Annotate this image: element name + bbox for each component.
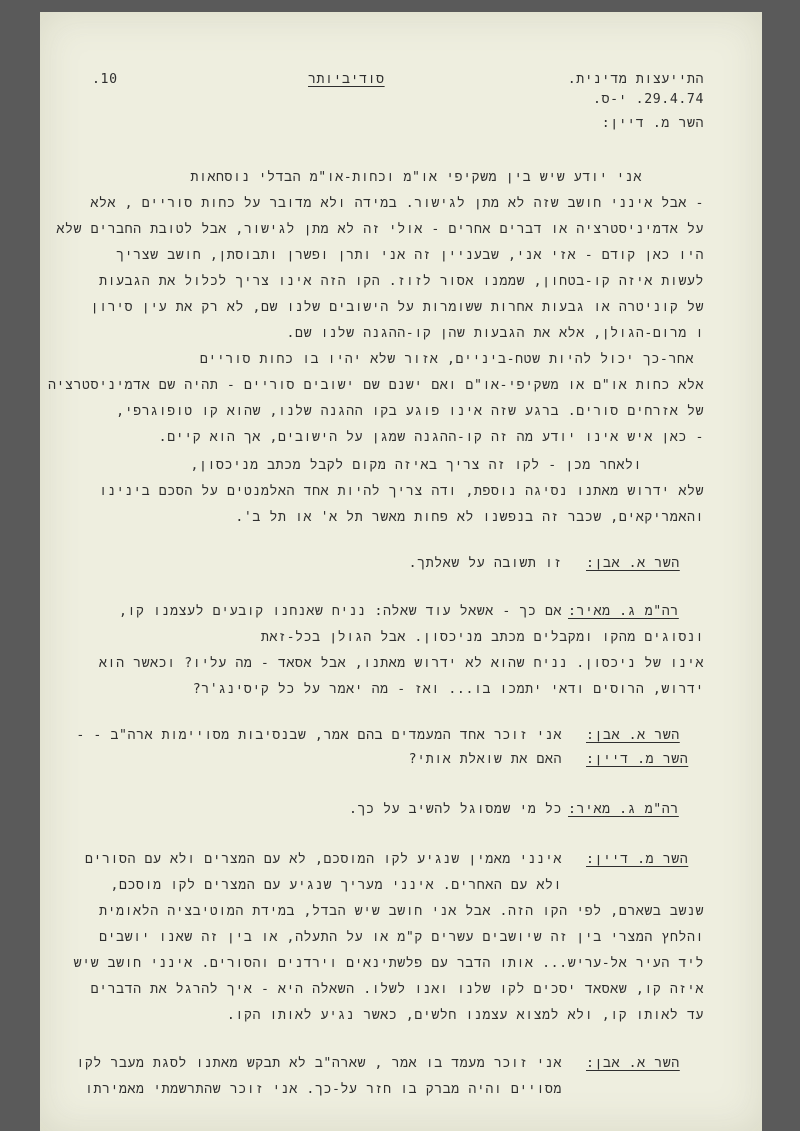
speech-line: אני זוכר מעמד בו אמר , שארה"ב לא תבקש מאתנו לסגת מעבר לקו (76, 1056, 562, 1071)
body-line: והאמריקאים, שכבר זה בנפשנו לא פחות מאשר תל א' או תל ב'. (235, 510, 704, 525)
speaker-label: השר א. אבן: (586, 728, 680, 743)
speech-line: ידרוש, הרוסים ודאי יתמכו בו... ואז - מה יאמר על כל קיסינג'ר? (192, 682, 704, 697)
speech-line: מסויים והיה מברק בו חזר על-כך. אני זוכר שהתרשמתי מאמירתו (84, 1082, 562, 1097)
document-page (40, 12, 762, 1131)
speech-line: ליד העיר אל-עריש... אותו הדבר עם פלשתינאים וירדנים והסורים. אינני חושב שיש (73, 956, 704, 971)
body-line: - אבל אינני חושב שזה לא מתן לגישור. במידה ולא מדובר על כחות סוריים , אלא (90, 196, 704, 211)
body-line: היו כאן קודם - אזי אני, שבעניין זה אני ותרן ופשרן ותבוסתן, חושב שצריך (116, 248, 704, 263)
classification-label: סודיביותר (308, 72, 385, 87)
header-speaker: השר מ. דיין: (601, 116, 704, 131)
speech-line: אינני מאמין שנגיע לקו המוסכם, לא עם המצרים ולא עם הסורים (84, 852, 562, 867)
body-line: של קוניטרה או גבעות אחרות ששומרות על הישובים שלנו שם, לא רק את עין סירון (90, 300, 704, 315)
body-line: על אדמיניסטרציה או דברים אחרים - אולי זה לא מתן לגישור, אבל לטובת החברים שלא (56, 222, 704, 237)
header-date: 29.4.74. י-ס. (593, 92, 704, 107)
body-line: אלא כחות או"ם או משקיפי-או"ם ואם ישנם שם ישובים סוריים - תהיה שם אדמיניסטרציה (48, 378, 704, 393)
speaker-label: השר א. אבן: (586, 556, 680, 571)
body-line: ו מרום-הגולן, אלא את הגבעות שהן קו-ההגנה שלנו שם. (286, 326, 704, 341)
speech-line: אני זוכר אחד המעמדים בהם אמר, שבנסיבות מסויימות ארה"ב - - (76, 728, 562, 743)
body-line: ולאחר מכן - לקו זה צריך באיזה מקום לקבל מכתב מניכסון, (190, 458, 642, 473)
speech-line: אינו של ניכסון. נניח שהוא לא ידרוש מאתנו, אבל אסאד - מה עליו? וכאשר הוא (99, 656, 704, 671)
speaker-label: רה"מ ג. מאיר: (568, 802, 679, 817)
body-line: שלא ידרוש מאתנו נסיגה נוספת, ודה צריך להיות אחד האלמנטים על הסכם בינינו (99, 484, 704, 499)
speech-line: זו תשובה על שאלתך. (408, 556, 562, 571)
speech-line: שנשב בשארם, לפי הקו הזה. אבל אני חושב שיש הבדל, במידת המוטיבציה הלאומית (99, 904, 704, 919)
speech-line: איזה קו, שאסאד יסכים לקו שלנו ואנו לשלו. השאלה היא - איך להרגל את הדברים (90, 982, 704, 997)
body-line: - כאן איש אינו יודע מה זה קו-ההגנה שמגן על הישובים, אך הוא קיים. (158, 430, 704, 445)
speaker-label: השר מ. דיין: (586, 852, 689, 867)
speech-line: והלחץ המצרי בין זה שיושבים עשרים ק"מ או על התעלה, או בין זה שאנו יושבים (99, 930, 704, 945)
speaker-label: רה"מ ג. מאיר: (568, 604, 679, 619)
speech-line: אם כך - אשאל עוד שאלה: נניח שאנחנו קובעים לעצמנו קו, (118, 604, 562, 619)
page-number: .10 (92, 72, 118, 87)
speech-line: כל מי שמסוגל להשיב על כך. (349, 802, 562, 817)
body-line: אני יודע שיש בין משקיפי או"מ וכחות-או"מ הבדלי נוסחאות (190, 170, 642, 185)
body-line: לעשות איזה קו-בטחון, שממנו אסור לזוז. הקו הזה אינו צריך לכלול את הגבעות (99, 274, 704, 289)
speaker-label: השר א. אבן: (586, 1056, 680, 1071)
speech-line: ולא עם האחרים. אינני מעריך שנגיע עם המצרים לקו מוסכם, (110, 878, 562, 893)
speaker-label: השר מ. דיין: (586, 752, 689, 767)
speech-line: עד לאותו קו, ולא למצוא עצמנו חלשים, כאשר נגיע לאותו הקו. (226, 1008, 704, 1023)
body-line: אחר-כך יכול להיות שטח-ביניים, אזור שלא יהיו בו כחות סוריים (199, 352, 694, 367)
body-line: של אזרחים סורים. ברגע שזה אינו פוגע בקו ההגנה שלנו, שהוא קו טופוגרפי, (116, 404, 704, 419)
speech-line: האם את שואלת אותי? (408, 752, 562, 767)
speech-line: ונסוגים מהקו ומקבלים מכתב מניכסון. אבל הגולן בכל-זאת (261, 630, 704, 645)
header-org: התייעצות מדינית. (567, 72, 704, 87)
